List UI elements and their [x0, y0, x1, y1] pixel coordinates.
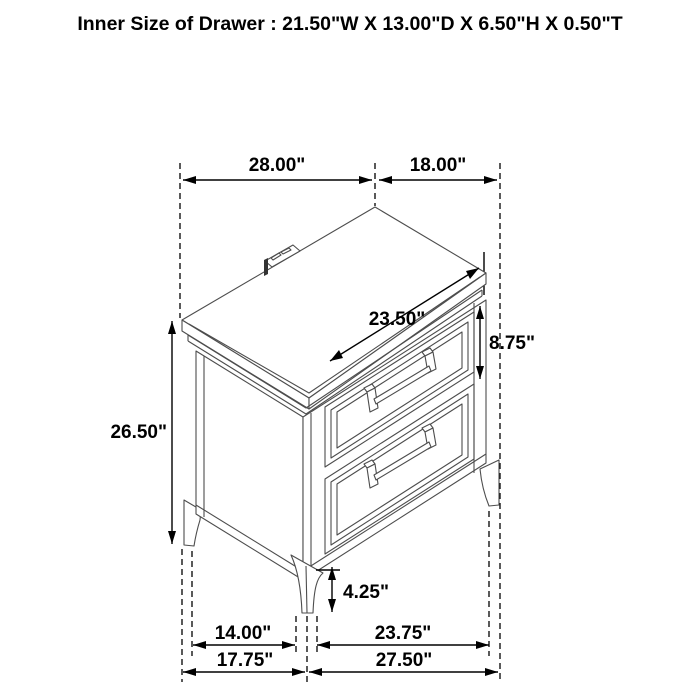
label-drawer-front-height: 8.75"	[489, 333, 535, 354]
diagram-title: Inner Size of Drawer : 21.50"W X 13.00"D X 6.50"H X 0.50"T	[77, 13, 623, 35]
label-tabletop-width: 23.50"	[368, 309, 426, 330]
nightstand-drawing	[182, 207, 499, 613]
label-base-inner-depth: 14.00"	[214, 623, 272, 644]
label-base-outer-width: 27.50"	[375, 650, 433, 671]
label-base-outer-depth: 17.75"	[216, 650, 274, 671]
label-base-inner-width: 23.75"	[374, 623, 432, 644]
label-leg-height: 4.25"	[343, 582, 389, 603]
label-top-depth: 18.00"	[409, 155, 467, 176]
label-overall-height: 26.50"	[110, 422, 167, 443]
label-top-width: 28.00"	[248, 155, 306, 176]
